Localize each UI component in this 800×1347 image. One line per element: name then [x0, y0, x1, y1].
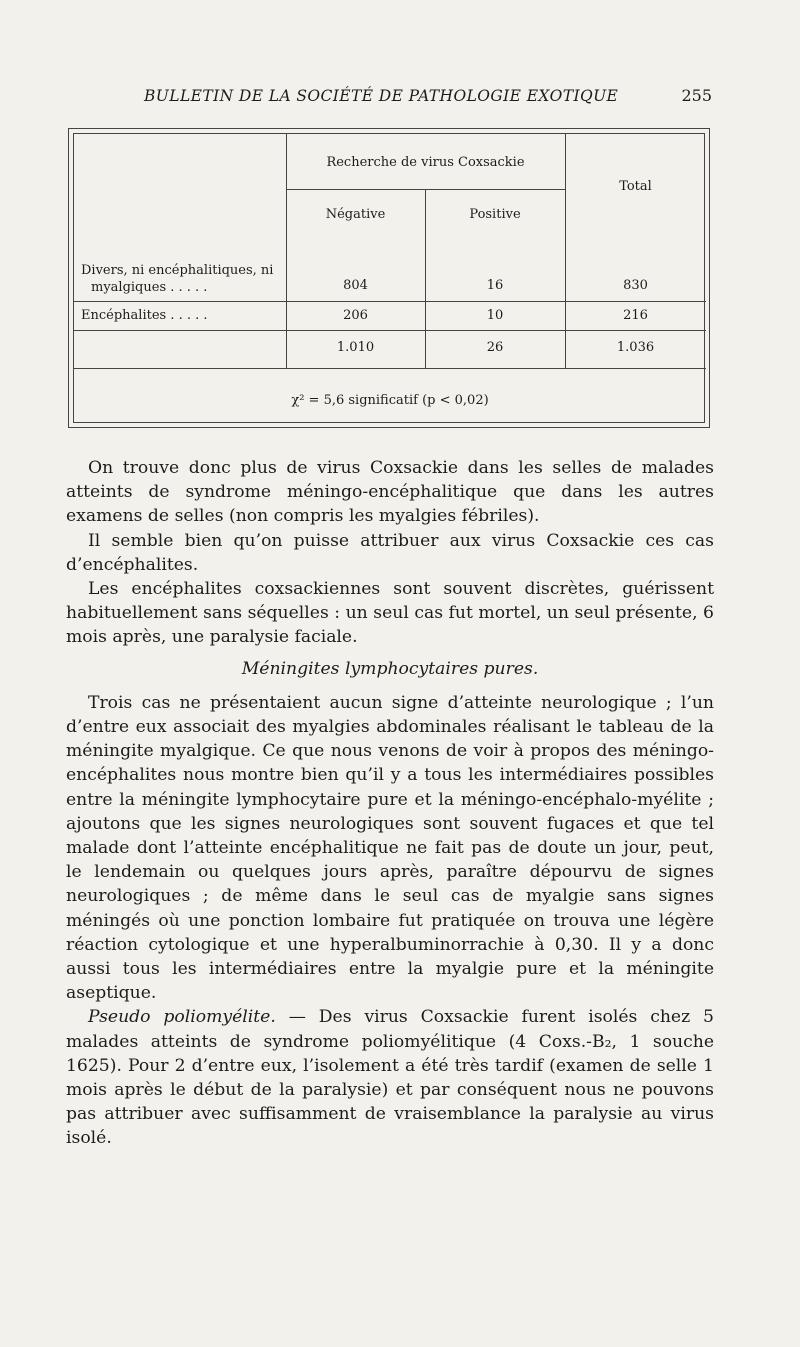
running-header [70, 86, 712, 105]
results-table [68, 128, 710, 428]
header-negative: Négative [325, 207, 386, 222]
section-title: Méningites lymphocytaires pures. [241, 658, 539, 679]
group-header: Recherche de virus Coxsackie [326, 155, 525, 170]
cell-negative: 206 [343, 308, 368, 323]
cell-total: 1.036 [616, 340, 655, 355]
paragraph [66, 1005, 714, 1150]
cell-total: 216 [623, 308, 648, 323]
paragraph: On trouve donc plus de virus Coxsackie dans les selles de malades atteints de syndrome méningo-encéphalitique que dans les autres examens de selles (non compris les myalgies fébriles). [66, 458, 714, 527]
row-label: Encéphalites . . . . . [81, 308, 208, 323]
table-hline-total [74, 368, 706, 369]
paragraph-text: — Des virus Coxsackie furent isolés chez 5 malades atteints de syndrome poliomyélitique (4 Coxs.-B₂, 1 souche 1625). Pour 2 d’entre eux, l’isolement a été très tardif (examen de selle 1 mois après le début de la paralysie) et par conséquent nous ne pouvons pas attribuer avec suffisamment de vraisemblance la paralysie au virus isolé. [66, 1007, 714, 1149]
paragraph: Il semble bien qu’on puisse attribuer aux virus Coxsackie ces cas d’encéphalites. [66, 530, 714, 575]
table-vline-total [565, 134, 566, 368]
table-hline-row2 [74, 330, 706, 331]
cell-total: 830 [623, 278, 648, 293]
table-hline-group [286, 189, 565, 190]
header-positive: Positive [469, 207, 521, 222]
journal-title: BULLETIN DE LA SOCIÉTÉ DE PATHOLOGIE EXOTIQUE [144, 87, 619, 105]
cell-positive: 10 [486, 308, 504, 323]
paragraph-lead: Pseudo poliomyélite. [88, 1007, 276, 1028]
paragraph: Les encéphalites coxsackiennes sont souvent discrètes, guérissent habituellement sans séquelles : un seul cas fut mortel, un seul présente, 6 mois après, une paralysie faciale. [66, 579, 714, 648]
header-total: Total [619, 179, 652, 194]
cell-negative: 1.010 [336, 340, 375, 355]
cell-positive: 16 [486, 278, 504, 293]
row-label: Divers, ni encéphalitiques, ni [81, 263, 274, 278]
paragraph: Trois cas ne présentaient aucun signe d’atteinte neurologique ; l’un d’entre eux associait des myalgies abdominales réalisant le tableau de la méningite myalgique. Ce que nous venons de voir à propos des méningo-encéphalites nous montre bien qu’il y a tous les intermédiaires possibles entre la méningite lymphocytaire pure et la méningo-encéphalo-myélite ; ajoutons que les signes neurologiques sont souvent fugaces et que tel malade dont l’atteinte encéphalitique ne fait pas de doute un jour, peut, le lendemain ou quelques jours après, paraître dépourvu de signes neurologiques ; de même dans le seul cas de myalgie sans signes méningés où une ponction lombaire fut pratiquée on trouva une légère réaction cytologique et une hyperalbuminorrachie à 0,30. Il y a donc aussi tous les intermédiaires entre la myalgie pure et la méningite aseptique. [66, 692, 714, 1004]
page-number: 255 [681, 86, 712, 105]
chi-square-note: χ² = 5,6 significatif (p < 0,02) [291, 393, 489, 408]
row-label-continued: myalgiques . . . . . [91, 280, 208, 295]
cell-positive: 26 [486, 340, 504, 355]
article-body [66, 456, 714, 1151]
cell-negative: 804 [343, 278, 368, 293]
table-hline-row1 [74, 301, 706, 302]
